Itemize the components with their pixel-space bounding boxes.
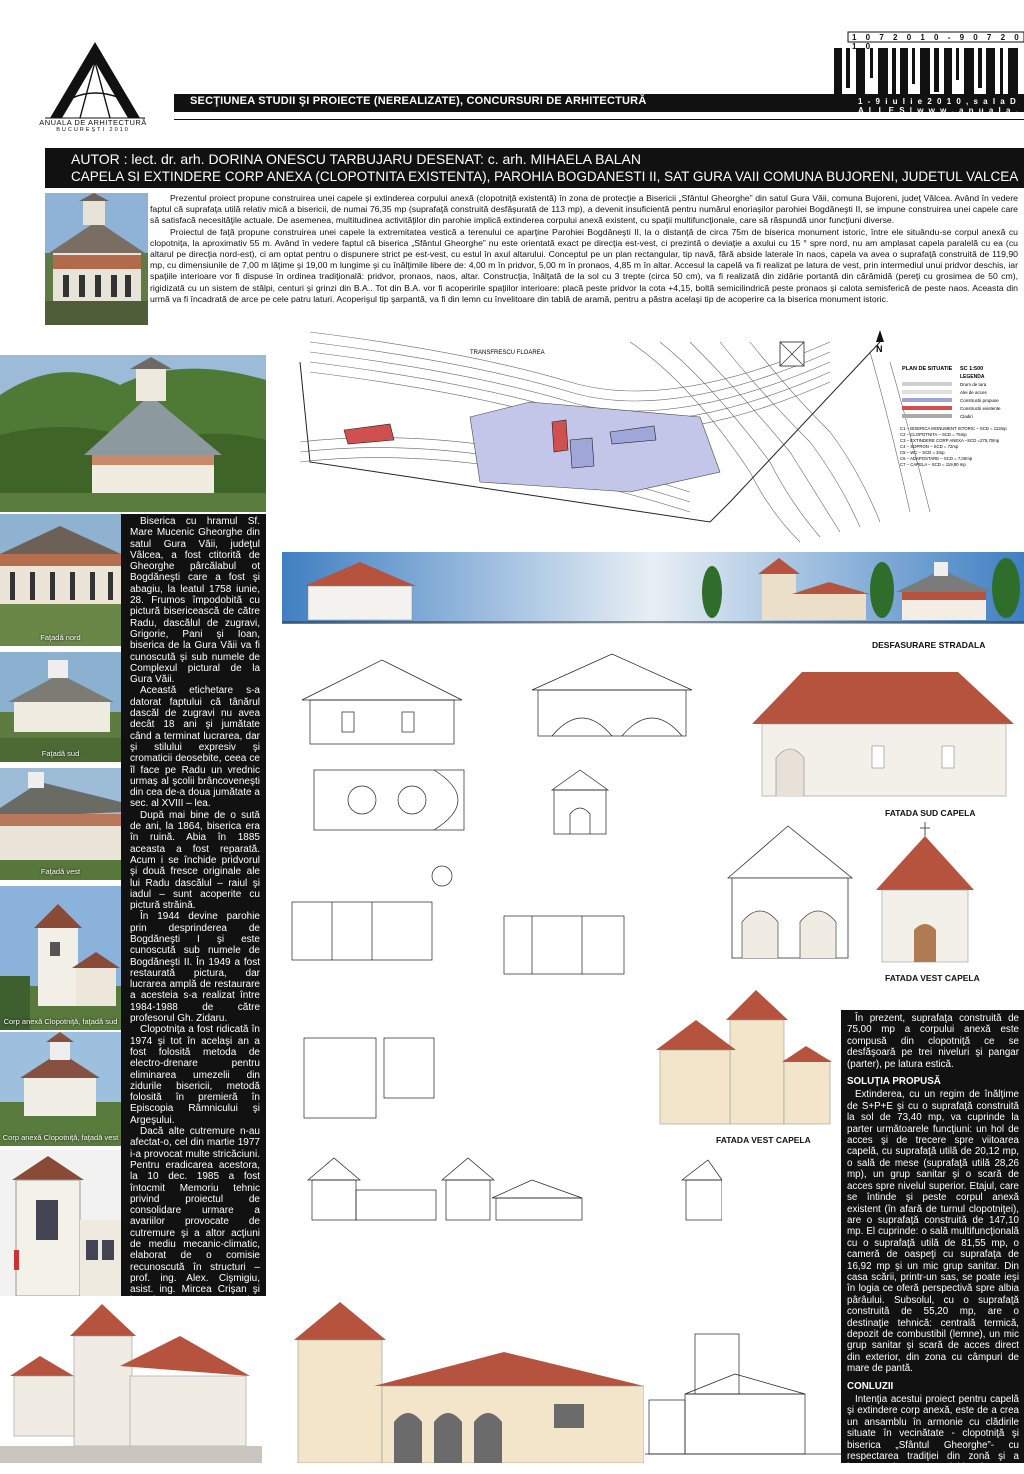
legend-building: C4 – SOPRON – SCD = 72mp	[900, 444, 959, 449]
history-paragraph: În 1944 devine parohie prin desprinderea de Bogdăneşti I şi este cunoscută sub numele de Bogdăneşti II. În 1949 a fost restaurată pictura, dar lucrarea amplă de restaurare a acesteia s-a realizat între 1984-1988 de către profesorul Gh. Zidaru.	[130, 911, 260, 1025]
logo-subtitle: BUCUREŞTI 2010	[56, 127, 130, 133]
photo-bell-tower-west	[0, 1032, 121, 1146]
label-south: FATADA SUD CAPELA	[885, 808, 976, 818]
technical-drawings	[282, 640, 712, 1030]
render-west-facade	[872, 822, 978, 967]
logo-title: ANUALA DE ARHITECTURĂ	[39, 118, 147, 127]
history-paragraph: Dacă alte cutremure n-au afectat-o, cel din martie 1977 i-a provocat multe stricăciuni. Pentru eradicarea acestora, la 10 dec. 1985 a fost întocmit Memoriu tehnic privind proiectul de consolidare urmare a avariilor provocate de cutremure şi a altor acţiuni de mediu mecanic-climatic, elaborat de o comisie recunoscută în structuri – prof. ing. Alex. Cişmigiu, asist. ing. Mircea Crişan şi	[130, 1126, 260, 1296]
proposal-paragraph: În prezent, suprafaţa construită de 75,00 mp a corpului anexă este compusă din clopotniţă ce se desfăşoară pe trei niveluri şi pangar (parter), pe latura estică.	[847, 1013, 1019, 1070]
photo-bell-tower-street	[0, 1150, 121, 1296]
history-column	[121, 514, 266, 1296]
section-bar	[174, 94, 1024, 115]
render-south-facade	[752, 654, 1022, 804]
render-3d-perspective	[0, 1296, 262, 1463]
intro-paragraph: Prezentul proiect propune construirea unei capele şi extinderea corpului anexă (clopotniţă existentă) în zona de protecţie a Bisericii „Sfântul Gheorghe” din satul Gura Văii, comuna Bujoreni, judeţ Vâlcea. Având în vedere faptul că suprafaţa utilă relativ mică a bisericii, de numai 76,35 mp (suprafaţă construită desfăşurată de 113 mp), a devenit insuficientă pentru numărul enoriaşilor parohiei Bogdăneşti II, se impune construirea unei capele care să satisfacă necesităţile actuale. De asemenea, multitudinea activităţilor din parohie implică extinderea corpului anexă existent, cu spaţii multifuncţionale, care să răspundă unor funcţiuni diverse.	[150, 193, 1018, 226]
photo-south-facade	[0, 652, 121, 762]
label-west: FATADA VEST CAPELA	[885, 973, 980, 983]
street-elevation	[282, 552, 1024, 624]
north-arrow: N	[876, 344, 883, 354]
heading-solution: SOLUŢIA PROPUSĂ	[847, 1076, 941, 1088]
history-paragraph: Clopotniţa a fost ridicată în 1974 şi tot în acelaşi an a fost folosită metoda de electro-drenare pentru eliminarea umezelii din zidurile bisericii, metodă folosită în premieră în Episcopia Râmnicului şi Argeşului.	[130, 1024, 260, 1126]
photo-north-facade	[0, 514, 121, 646]
author-line: AUTOR : lect. dr. arh. DORINA ONESCU TARBUJARU DESENAT: c. arh. MIHAELA BALAN	[71, 151, 642, 167]
conclusion-paragraph: Intenţia acestui proiect pentru capelă şi extindere corp anexă, este de a crea un ansamblu în armonie cu clădirile situate în vecinătate - clopotniţă şi biserica „Sfântul Gheorghe”- cu respectarea tradiţiei din zonă şi a importanţei monumentului istoric.	[847, 1394, 1019, 1474]
barcode-number: 1 0 7 2 0 1 0 - 9 0 7 2 0 1 0	[852, 33, 1023, 51]
legend-item: Constructii propuse	[960, 398, 999, 403]
legend-item: Drum de tura	[960, 382, 987, 387]
render-section-3d	[718, 822, 858, 962]
intro-paragraph: Proiectul de faţă propune construirea unei capele la extremitatea vestică a terenului ce aparţine Parohiei Bogdăneşti II, la o distanţă de circa 75m de biserica monument istoric, între ele situându-se corpul anexă cu clopotniţa, la aproximativ 55 m. Având în vedere faptul că biserica „Sfântul Gheorghe” nu este orientată exact pe direcţia est-vest, ci prezintă o deviaţie a axului cu 15 ° spre nord, nu am amplasat capela paralelă cu ea (cu altarul pe direcţia nord-est), ci am optat pentru o dispunere strict pe est-vest, cu estul în axul altarului. Conceptul pe un plan rectangular, tip navă, fără abside laterale în naos, capela va avea o suprafaţă construită de 119,90 mp, cu dimensiunile de 7,00 m lăţime şi 19,00 m lungime şi cu înălţimile libere de: 4,00 m în pridvor, 5,00 m în pronaos, 4,85 m în altar. Accesul la capelă va fi realizat pe latura de vest, prin intermediul unui pridvor deschis, iar spaţiile interioare vor fi dispuse în ordinea tradiţională: pridvor, pronaos, naos, altar. Construcţia, înălţată de la sol cu 3 trepte (circa 50 cm), va fi realizată din zidărie portantă din cărămidă (pereţi cu grosimea de 50 cm), rigidizată cu un sistem de stâlpi, centuri şi grinzi din B.A.. Tot din B.A. vor fi acoperirile spaţiilor interioare: placă peste pridvor la cota +4,15, boltă semicilindrică peste pronaos şi calota semisferică de peste naos. Aceasta din urmă va fi încadrată de arce pe cele patru laturi. Acoperişul tip şarpantă, va fi din lemn cu învelitoare din tablă de aramă, pentru a păstra acelaşi tip de acoperire ca la biserica monument istoric.	[150, 226, 1018, 304]
anuala-logo	[40, 38, 150, 130]
history-paragraph: Această etichetare s-a datorat faptului că tânărul dascăl de zugravi nu avea decât 18 ani şi jumătate când a terminat lucrarea, dar şi stilului expresiv şi cromaticii deosebite, ceea ce îl face pe Radu un vrednic urmaş al şcolii brâncoveneşti din cea de-a doua jumătate a sec. al XVIII – lea.	[130, 685, 260, 810]
legend-building: C6 – ADAPOSTARE – SCD = 7,00mp	[900, 456, 973, 461]
legend-item: Cladiri	[960, 414, 973, 419]
proposal-column	[841, 1010, 1024, 1474]
history-paragraph: Biserica cu hramul Sf. Mare Mucenic Gheorghe din satul Gura Văii, judeţul Vâlcea, a fost ctitorită de Gheorghe pârcălabul ot Bogdăneşti care a fost şi abagiu, la leatul 1758 iunie, 28. Frumos împodobită cu pictură bisericească de către Radu, dascălul de zugravi, Grigorie, Pani şi Ioan, biserica de la Gura Văii va fi cunoscută şi sub numele de Complexul pictural de la Gura Văii.	[130, 516, 260, 686]
proposal-paragraph: Extinderea, cu un regim de înălţime de S+P+E şi cu o suprafaţă construită la sol de 73,40 mp, va cuprinde la parter următoarele funcţiuni: un hol de acces şi de trecere spre viitoarea capelă, cu suprafaţă utilă de 20,12 mp, o sală de mese (suprafaţă utilă 28,26 mp), un grup sanitar şi o scară de acces spre nivelul superior. Etajul, care se întinde şi peste corpul anexă existent (în afară de turnul clopotniţei), are o suprafaţă construită de 147,10 mp. El cuprinde: o sală multifuncţională cu o suprafaţă utilă de 81,55 mp, o cameră de oaspeţi cu suprafaţa de 16,92 mp şi un mic grup sanitar. Din casa scării, printr-un sas, se poate ieşi în logia ce oferă perspectivă spre albia pârâului. Subsolul, cu o suprafaţă construită de 55,20 mp, are o destinaţie tehnică: centrală termică, depozit de combustibil (lemne), un mic grup sanitar şi scară de acces direct din exterior, din zona cu câmpuri de mare de pantă.	[847, 1089, 1019, 1375]
label-desfasurare: DESFASURARE STRADALA	[872, 640, 986, 650]
heading-conclusions: CONLUZII	[847, 1380, 894, 1392]
render-elevation-color	[264, 1300, 644, 1463]
divider	[174, 119, 1024, 120]
street-label: TRANSFRESCU FLOAREA	[470, 350, 545, 356]
legend-item: Alei de acces	[960, 390, 987, 395]
plan-title: PLAN DE SITUATIE	[902, 366, 953, 372]
legend-building: C3 – EXTINDERE CORP ANEXA –SCD =275,70mp	[900, 438, 1000, 443]
intro-text	[150, 193, 1018, 305]
project-title: CAPELA SI EXTINDERE CORP ANEXA (CLOPOTNITA EXISTENTA), PAROHIA BOGDANESTI II, SAT GURA VAII COMUNA BUJORENI, JUDETUL VALCEA	[71, 169, 1019, 184]
site-plan	[270, 322, 1024, 552]
photo-caption: Corp anexă Clopotniţă, faţadă vest	[2, 1133, 119, 1142]
legend-title: LEGENDA	[960, 374, 985, 380]
church-photo-top	[45, 193, 148, 325]
technical-elevation-lower	[645, 1330, 841, 1463]
photo-caption: Faţadă sud	[41, 749, 80, 758]
church-landscape-photo	[0, 355, 266, 512]
label-west-2: FATADA VEST CAPELA	[716, 1135, 811, 1145]
photo-bell-tower-south	[0, 886, 121, 1030]
history-paragraph: După mai bine de o sută de ani, la 1864, biserica era în ruină. Abia în 1885 aceasta a fost reparată. Acum i se închide pridvorul şi două fresce originale ale lui Radu dascălul – raiul şi iadul – sunt acoperite cu pictură străină.	[130, 809, 260, 912]
author-bar	[45, 148, 1024, 188]
photo-caption: Faţadă vest	[40, 867, 81, 876]
section-title: SECŢIUNEA STUDII ŞI PROIECTE (NEREALIZATE), CONCURSURI DE ARHITECTURĂ	[190, 95, 647, 107]
legend-building: C1 – BISERICA MONUMENT ISTORIC – SCD = 113mp	[900, 426, 1007, 431]
legend-item: Constructii existente	[960, 406, 1001, 411]
legend-building: C5 – WC – SCD = 3mp	[900, 450, 945, 455]
legend-building: C7 – CAPELA – SCD = 119,90 mp	[900, 462, 966, 467]
legend-building: C2 – CLOPOTNITA – SCD = 75mp	[900, 432, 967, 437]
photo-caption: Faţadă nord	[40, 633, 81, 642]
photo-caption: Corp anexă Clopotniţă, faţadă sud	[3, 1017, 118, 1026]
plan-scale: SC 1:500	[960, 366, 984, 372]
render-west-annex	[656, 990, 832, 1126]
event-info: 1 - 9 i u l i e 2 0 1 0 , s a l a D A L L E S | w w w . a n u a l a .	[858, 97, 1020, 115]
photo-west-facade	[0, 768, 121, 880]
